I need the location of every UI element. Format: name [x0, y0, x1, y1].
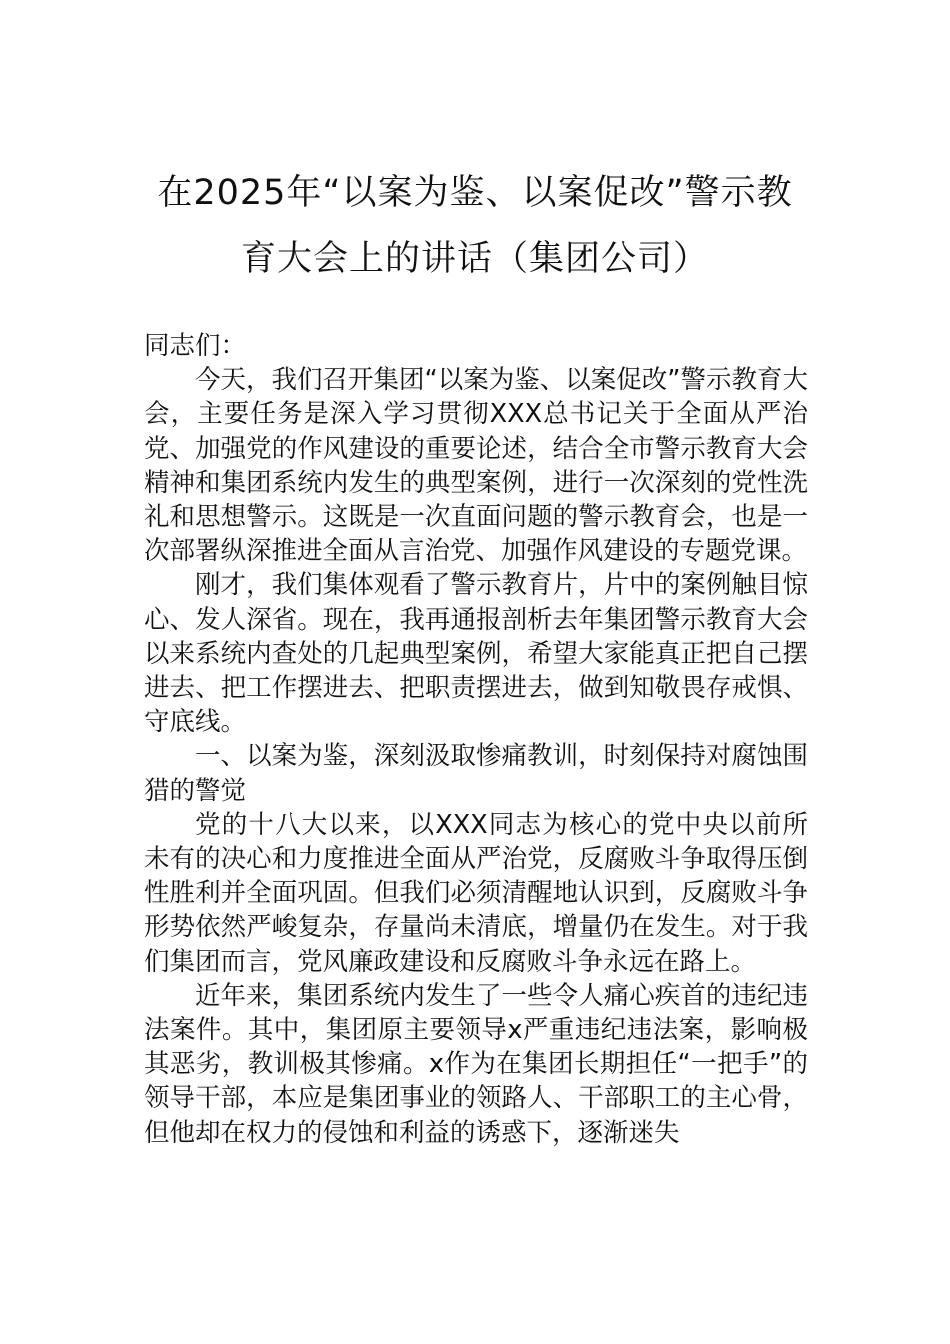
paragraph-typical-case: 近年来，集团系统内发生了一些令人痛心疾首的违纪违法案件。其中，集团原主要领导x严重违纪违法案，影响极其恶劣，教训极其惨痛。x作为在集团长期担任“一把手”的领导干部，本应是集团事业的领路人、干部职工的主心骨，但他却在权力的侵蚀和利益的诱惑下，逐渐迷失 — [144, 980, 808, 1148]
section-heading-1: 一、以案为鉴，深刻汲取惨痛教训，时刻保持对腐蚀围猎的警觉 — [144, 741, 808, 806]
title-line-1: 在2025年“以案为鉴、以案促改”警示教 — [157, 173, 793, 213]
paragraph-case-briefing: 刚才，我们集体观看了警示教育片，片中的案例触目惊心、发人深省。现在，我再通报剖析去年集团警示教育大会以来系统内查处的几起典型案例，希望大家能真正把自己摆进去、把工作摆进去、把职责摆进去，做到知敬畏存戒惧、守底线。 — [144, 570, 808, 738]
title-line-2: 育大会上的讲话（集团公司） — [240, 239, 709, 279]
salutation: 同志们： — [144, 331, 247, 361]
document-title — [100, 160, 850, 292]
paragraph-anti-corruption-situation: 党的十八大以来，以XXX同志为核心的党中央以前所未有的决心和力度推进全面从严治党，反腐败斗争取得压倒性胜利并全面巩固。但我们必须清醒地认识到，反腐败斗争形势依然严峻复杂，存量尚未清底，增量仍在发生。对于我们集团而言，党风廉政建设和反腐败斗争永远在路上。 — [144, 809, 808, 977]
paragraph-opening: 今天，我们召开集团“以案为鉴、以案促改”警示教育大会，主要任务是深入学习贯彻XXX总书记关于全面从严治党、加强党的作风建设的重要论述，结合全市警示教育大会精神和集团系统内发生的典型案例，进行一次深刻的党性洗礼和思想警示。这既是一次直面问题的警示教育会，也是一次部署纵深推进全面从言治党、加强作风建设的专题党课。 — [144, 365, 808, 567]
document-body — [144, 329, 808, 1150]
